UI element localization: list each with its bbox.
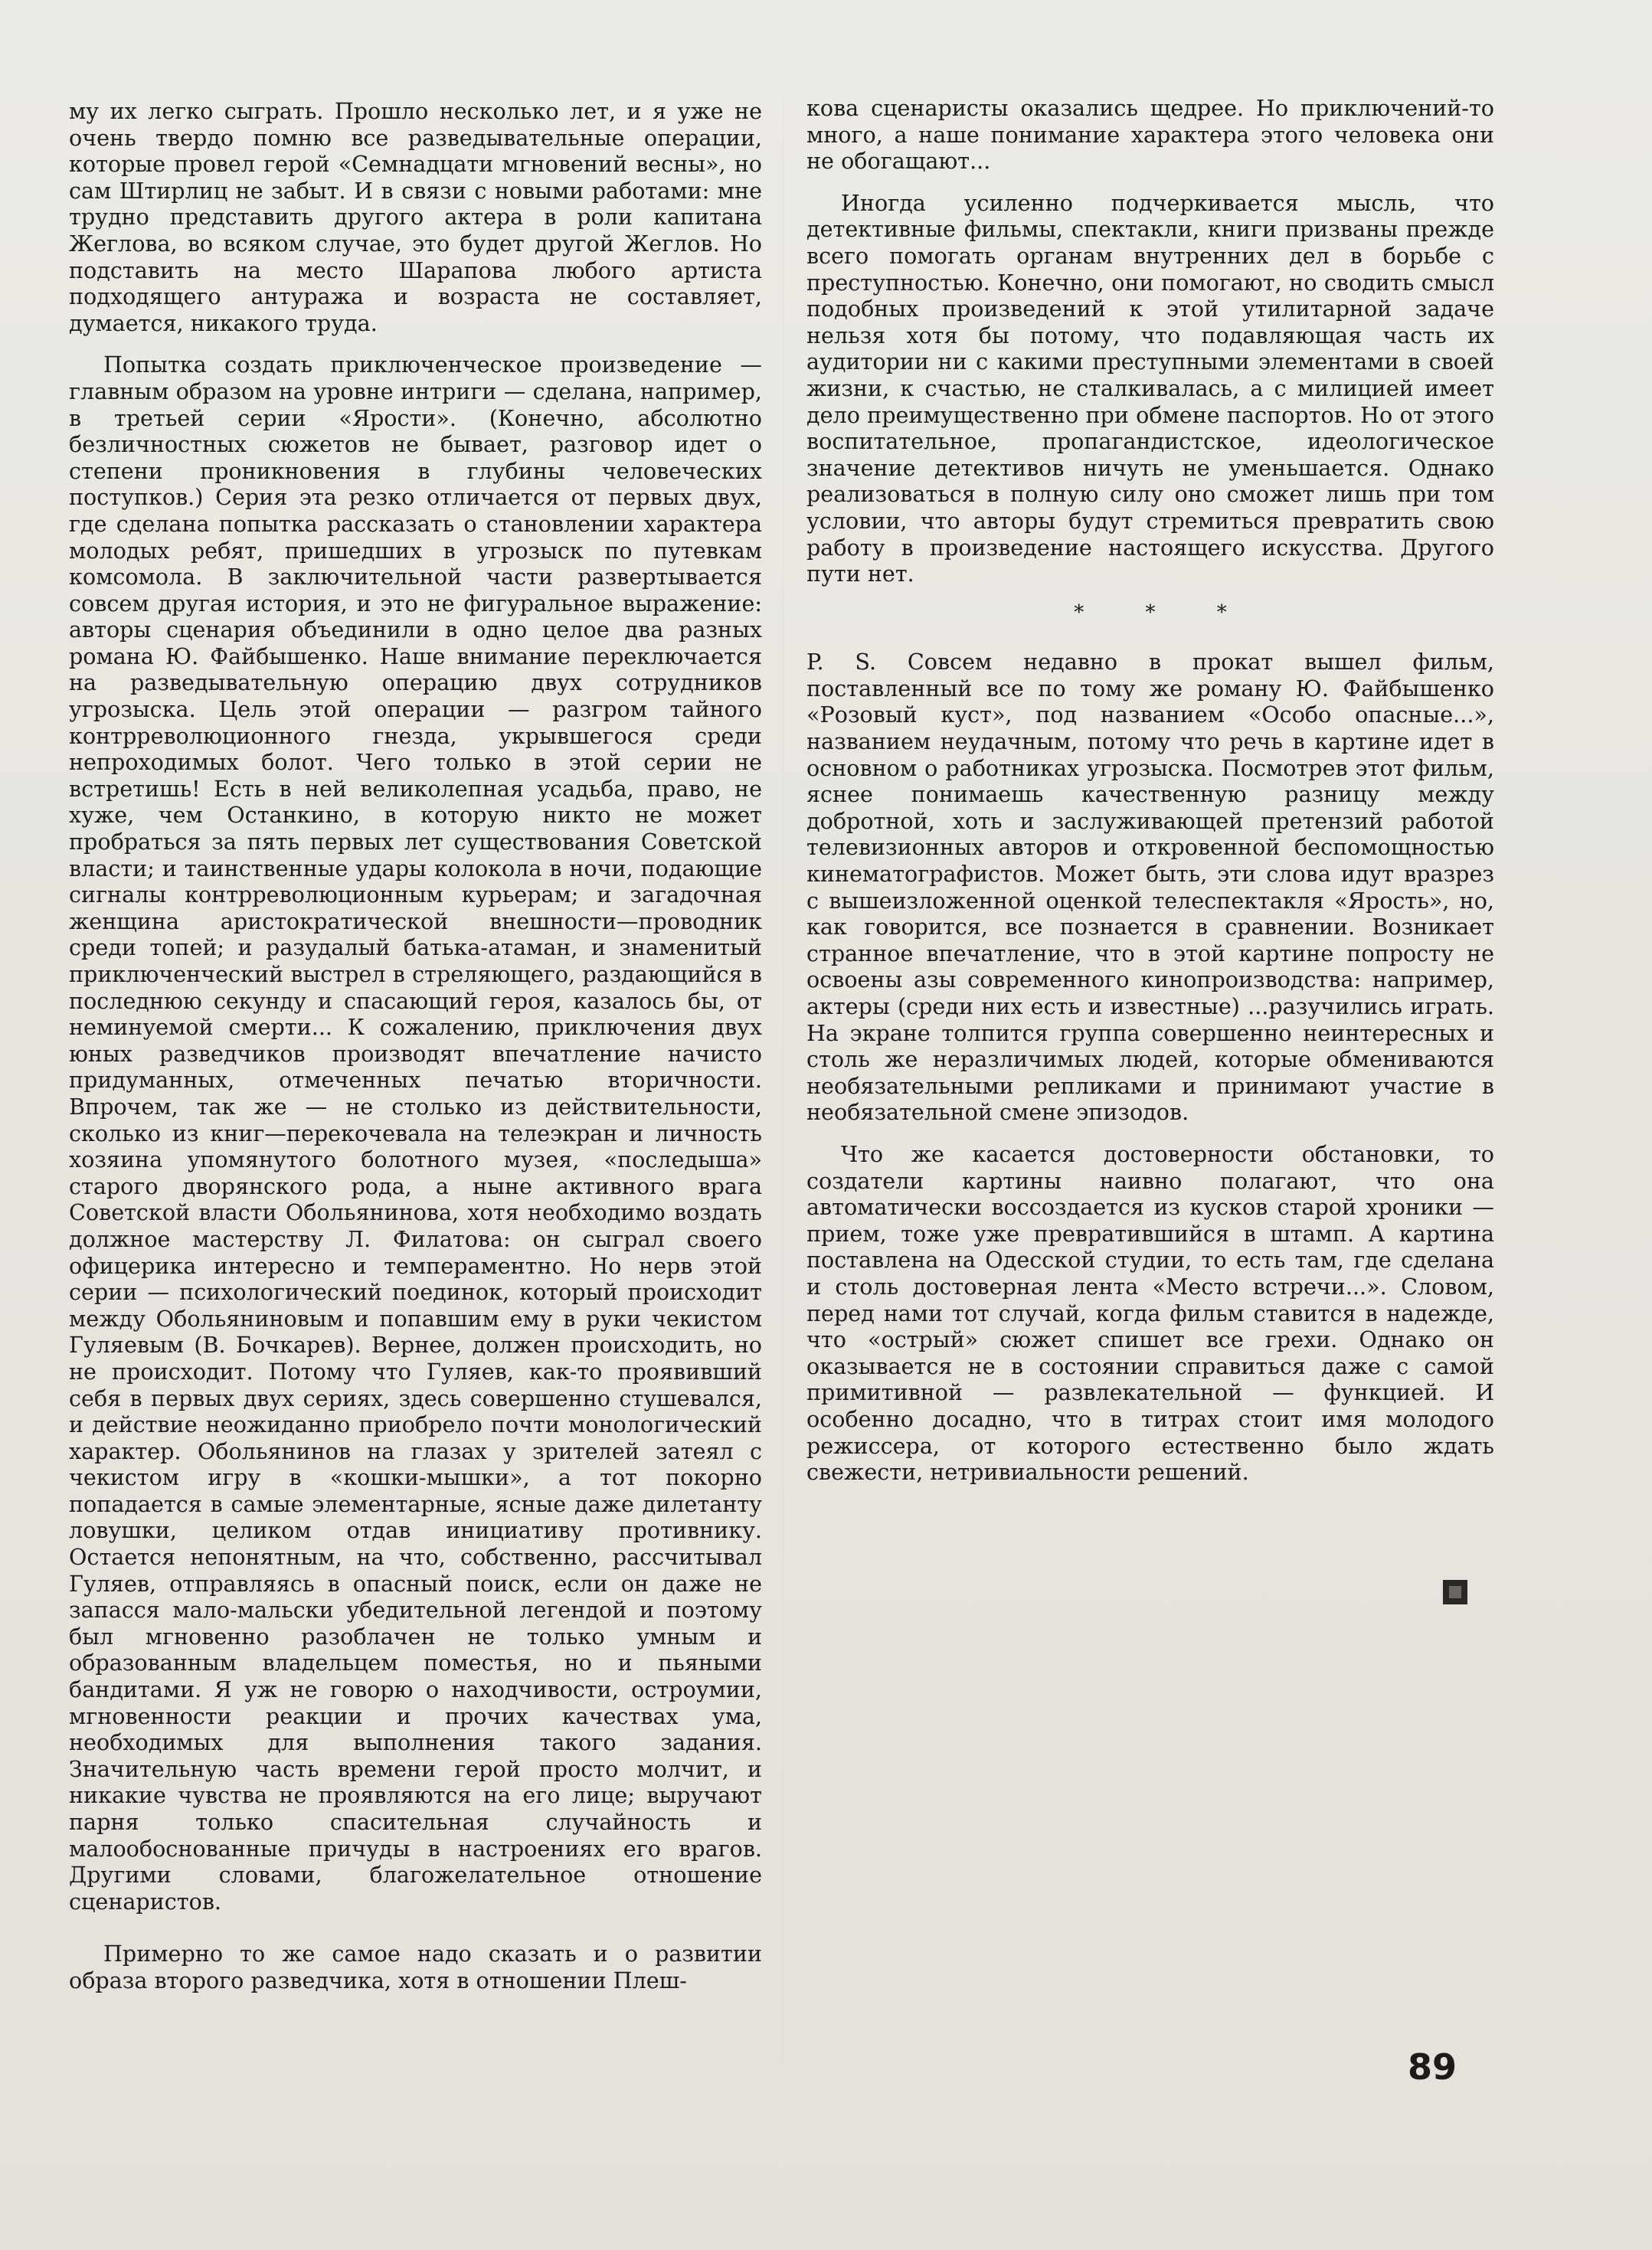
section-separator: * * * — [1074, 600, 1255, 624]
paragraph: Попытка создать приключенческое произведение — главным образом на уровне интриги — сделана, например, в третьей серии «Ярости». (Конечно, абсолютно безличностных сюжетов не бывает, разговор идет о степени проникновения в глубины человеческих поступков.) Серия эта резко отличается от первых двух, где сделана попытка рассказать о становлении характера молодых ребят, пришедших в угрозыск по путевкам комсомола. В заключительной части развертывается совсем другая история, и это не фигуральное выражение: авторы сценария объединили в одно целое два разных романа Ю. Файбышенко. Наше внимание переключается на разведывательную операцию двух сотрудников угрозыска. Цель этой операции — разгром тайного контрреволюционного гнезда, укрывшегося среди непроходимых болот. Чего только в этой серии не встретишь! Есть в ней великолепная усадьба, право, не хуже, чем Останкино, в которую никто не может пробраться за пять первых лет существования Советской власти; и таинственные удары колокола в ночи, подающие сигналы контрреволюционным курьерам; и загадочная женщина аристократической внешности—проводник среди топей; и разудалый батька-атаман, и знаменитый приключенческий выстрел в стреляющего, раздающийся в последнюю секунду и спасающий героя, казалось бы, от неминуемой смерти... К сожалению, приключения двух юных разведчиков производят впечатление начисто придуманных, отмеченных печатью вторичности. Впрочем, так же — не столько из действительности, сколько из книг—перекочевала на телеэкран и личность хозяина упомянутого болотного музея, «последыша» старого дворянского рода, а ныне активного врага Советской власти Обольянинова, хотя необходимо воздать должное мастерству Л. Филатова: он сыграл своего офицерика интересно и темпераментно. Но нерв этой серии — психологический поединок, который происходит между Обольяниновым и попавшим ему в руки чекистом Гуляевым (В. Бочкарев). Вернее, должен происходить, но не происходит. Потому что Гуляев, как-то проявивший себя в первых двух сериях, здесь совершенно стушевался, и действие неожиданно приобрело почти монологический характер. Обольянинов на глазах у зрителей затеял с чекистом игру в «кошки-мышки», а тот покорно попадается в самые элементарные, ясные даже дилетанту ловушки, целиком отдав инициативу противнику. Остается непонятным, на что, собственно, рассчитывал Гуляев, отправляясь в опасный поиск, если он даже не запасся мало-мальски убедительной легендой и поэтому был мгновенно разоблачен не только умным и образованным владельцем поместья, но и пьяными бандитами. Я уж не говорю о находчивости, остроумии, мгновенности реакции и прочих качествах ума, необходимых для выполнения такого задания. Значительную часть времени герой просто молчит, и никакие чувства не проявляются на его лице; выручают парня только спасительная случайность и малообоснованные причуды в настроениях его врагов. Другими словами, благожелательное отношение сценаристов. — [69, 352, 762, 1915]
paragraph: му их легко сыграть. Прошло несколько лет, и я уже не очень твердо помню все разведывательные операции, которые провел герой «Семнадцати мгновений весны», но сам Штирлиц не забыт. И в связи с новыми работами: мне трудно представить другого актера в роли капитана Жеглова, во всяком случае, это будет другой Жеглов. Но подставить на место Шарапова любого артиста подходящего антуража и возраста не составляет, думается, никакого труда. — [69, 98, 762, 336]
page-number: 89 — [1408, 2046, 1457, 2088]
end-of-article-mark — [1443, 1580, 1467, 1604]
paragraph: кова сценаристы оказались щедрее. Но приключений-то много, а наше понимание характера этого человека они не обогащают... — [806, 95, 1494, 175]
left-column — [69, 98, 762, 1994]
paragraph: Иногда усиленно подчеркивается мысль, что детективные фильмы, спектакли, книги призваны прежде всего помогать органам внутренних дел в борьбе с преступностью. Конечно, они помогают, но сводить смысл подобных произведений к этой утилитарной задаче нельзя хотя бы потому, что подавляющая часть их аудитории ни с какими преступными элементами в своей жизни, к счастью, не сталкивалась, а с милицией имеет дело преимущественно при обмене паспортов. Но от этого воспитательное, пропагандистское, идеологическое значение детективов ничуть не уменьшается. Однако реализоваться в полную силу оно сможет лишь при том условии, что авторы будут стремиться превратить свою работу в произведение настоящего искусства. Другого пути нет. — [806, 189, 1494, 587]
right-column — [806, 95, 1494, 1486]
paragraph: Примерно то же самое надо сказать и о развитии образа второго разведчика, хотя в отношении Плеш- — [69, 1941, 762, 1993]
postscript-paragraph: P. S. Совсем недавно в прокат вышел фильм, поставленный все по тому же роману Ю. Файбышенко «Розовый куст», под названием «Особо опасные...», названием неудачным, потому что речь в картине идет в основном о работниках угрозыска. Посмотрев этот фильм, яснее понимаешь качественную разницу между добротной, хоть и заслуживающей претензий работой телевизионных авторов и откровенной беспомощностью кинематографистов. Может быть, эти слова идут вразрез с вышеизложенной оценкой телеспектакля «Ярость», но, как говорится, все познается в сравнении. Возникает странное впечатление, что в этой картине попросту не освоены азы современного кинопроизводства: например, актеры (среди них есть и известные) ...разучились играть. На экране толпится группа совершенно неинтересных и столь же неразличимых людей, которые обмениваются необязательными репликами и принимают участие в необязательной смене эпизодов. — [806, 649, 1494, 1126]
postscript-paragraph: Что же касается достоверности обстановки, то создатели картины наивно полагают, что она автоматически воссоздается из кусков старой хроники — прием, тоже уже превратившийся в штамп. А картина поставлена на Одесской студии, то есть там, где сделана и столь достоверная лента «Место встречи...». Словом, перед нами тот случай, когда фильм ставится в надежде, что «острый» сюжет спишет все грехи. Однако он оказывается не в состоянии справиться даже с самой примитивной — развлекательной — функцией. И особенно досадно, что в титрах стоит имя молодого режиссера, от которого естественно было ждать свежести, нетривиальности решений. — [806, 1140, 1494, 1486]
